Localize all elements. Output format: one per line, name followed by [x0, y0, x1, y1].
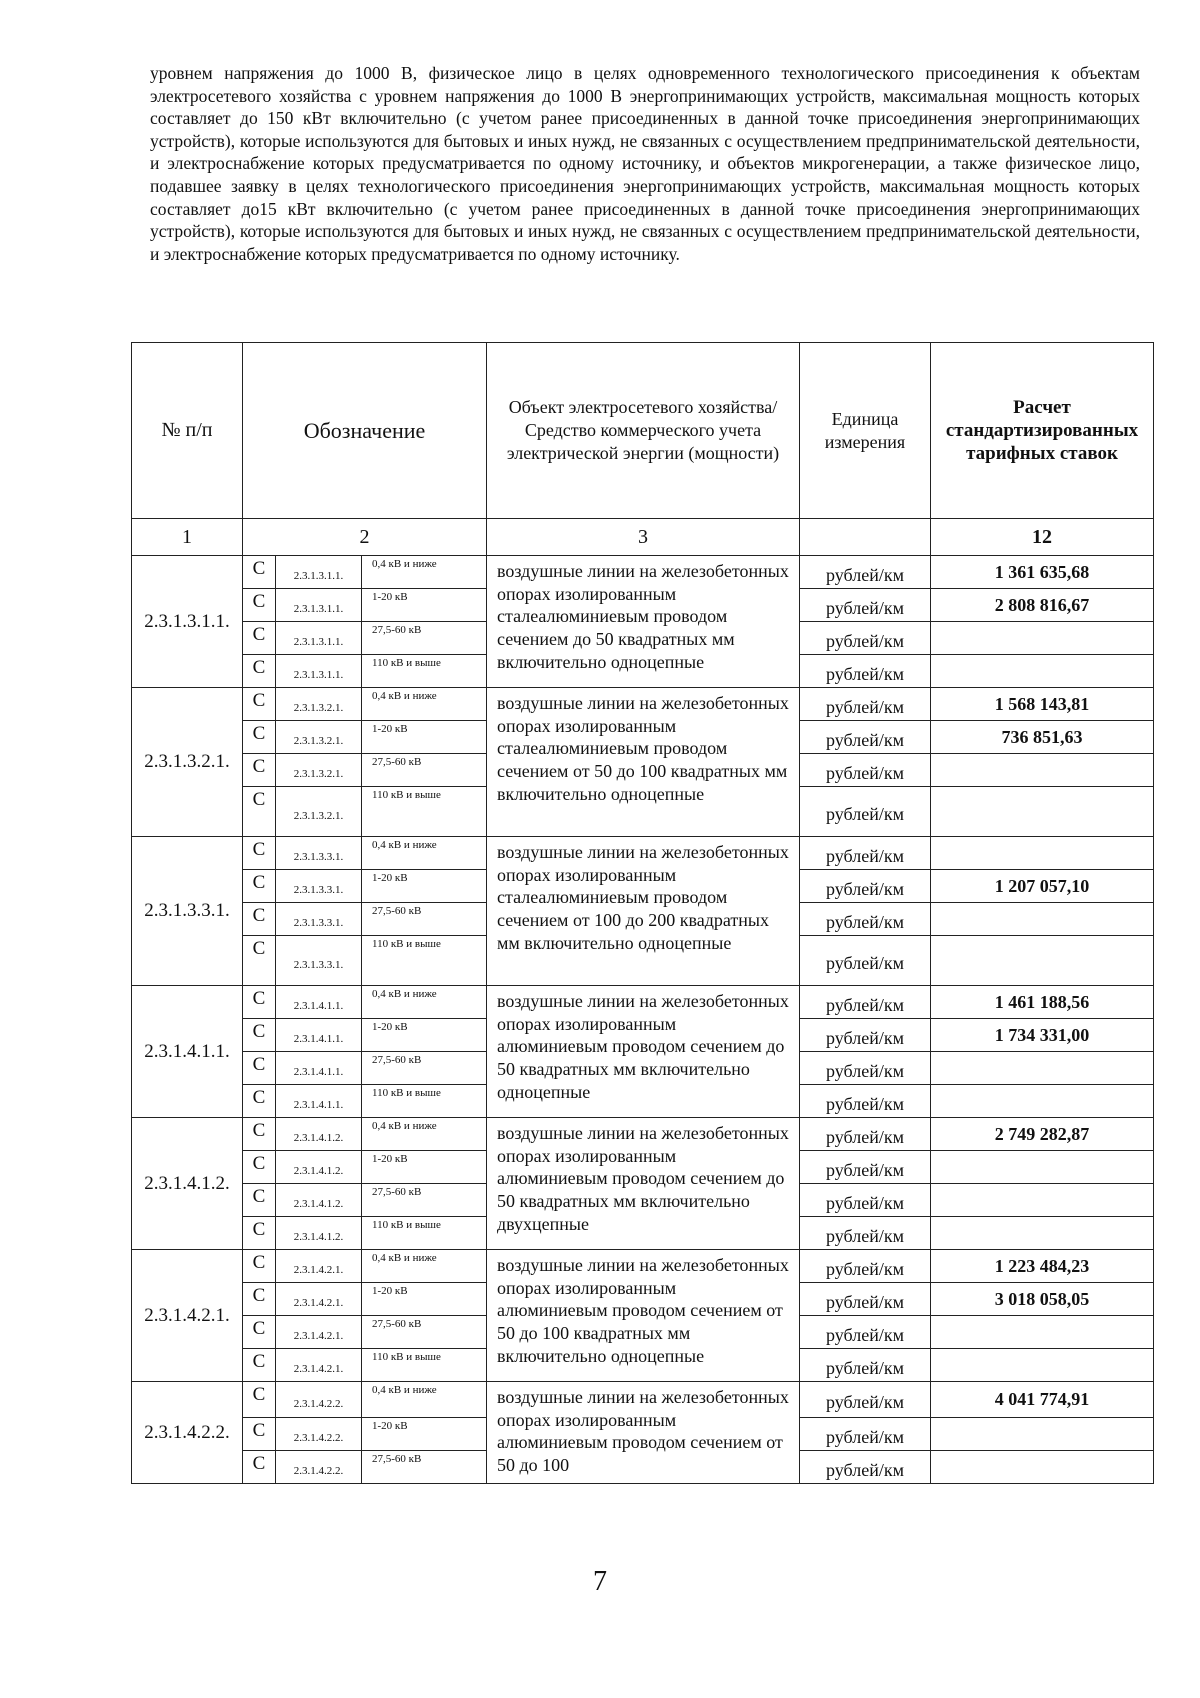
unit-cell: рублей/км — [800, 589, 931, 622]
designation-code: 2.3.1.3.3.1. — [276, 837, 362, 870]
tariff-value: 2 808 816,67 — [931, 589, 1154, 622]
voltage-class: 27,5-60 кВ — [362, 1184, 487, 1217]
tariff-value — [931, 1184, 1154, 1217]
unit-cell: рублей/км — [800, 1085, 931, 1118]
designation-code: 2.3.1.4.1.1. — [276, 986, 362, 1019]
voltage-class: 1-20 кВ — [362, 870, 487, 903]
designation-flag: С — [243, 1118, 276, 1151]
unit-cell: рублей/км — [800, 837, 931, 870]
designation-flag: С — [243, 688, 276, 721]
table-row — [132, 986, 1154, 1019]
designation-flag: С — [243, 870, 276, 903]
designation-flag: С — [243, 1085, 276, 1118]
voltage-class: 110 кВ и выше — [362, 1217, 487, 1250]
unit-cell: рублей/км — [800, 1451, 931, 1484]
unit-cell: рублей/км — [800, 721, 931, 754]
unit-cell: рублей/км — [800, 903, 931, 936]
unit-cell: рублей/км — [800, 986, 931, 1019]
header-designation: Обозначение — [243, 343, 487, 519]
unit-cell: рублей/км — [800, 870, 931, 903]
tariff-value: 4 041 774,91 — [931, 1382, 1154, 1418]
tariff-value: 736 851,63 — [931, 721, 1154, 754]
tariff-value — [931, 1217, 1154, 1250]
designation-flag: С — [243, 787, 276, 837]
designation-flag: С — [243, 1418, 276, 1451]
designation-code: 2.3.1.3.2.1. — [276, 754, 362, 787]
designation-code: 2.3.1.4.1.1. — [276, 1052, 362, 1085]
voltage-class: 27,5-60 кВ — [362, 1451, 487, 1484]
tariff-value — [931, 787, 1154, 837]
tariff-value — [931, 1316, 1154, 1349]
voltage-class: 1-20 кВ — [362, 589, 487, 622]
tariff-value — [931, 1151, 1154, 1184]
designation-flag: С — [243, 1250, 276, 1283]
designation-flag: С — [243, 1184, 276, 1217]
designation-code: 2.3.1.4.2.1. — [276, 1283, 362, 1316]
designation-flag: С — [243, 1451, 276, 1484]
voltage-class: 0,4 кВ и ниже — [362, 556, 487, 589]
voltage-class: 27,5-60 кВ — [362, 1052, 487, 1085]
voltage-class: 1-20 кВ — [362, 1418, 487, 1451]
designation-code: 2.3.1.4.1.2. — [276, 1151, 362, 1184]
designation-flag: С — [243, 754, 276, 787]
designation-flag: С — [243, 986, 276, 1019]
header-object: Объект электросетевого хозяйства/ Средство коммерческого учета электрической энергии (мощности) — [487, 343, 800, 519]
voltage-class: 0,4 кВ и ниже — [362, 688, 487, 721]
unit-cell: рублей/км — [800, 1418, 931, 1451]
designation-flag: С — [243, 1316, 276, 1349]
designation-code: 2.3.1.4.2.1. — [276, 1250, 362, 1283]
colnum-unit — [800, 519, 931, 556]
voltage-class: 0,4 кВ и ниже — [362, 1118, 487, 1151]
header-num: № п/п — [132, 343, 243, 519]
voltage-class: 1-20 кВ — [362, 721, 487, 754]
designation-code: 2.3.1.4.1.1. — [276, 1085, 362, 1118]
tariff-value: 2 749 282,87 — [931, 1118, 1154, 1151]
tariff-value — [931, 754, 1154, 787]
designation-code: 2.3.1.4.2.1. — [276, 1316, 362, 1349]
designation-code: 2.3.1.4.2.2. — [276, 1451, 362, 1484]
designation-flag: С — [243, 622, 276, 655]
designation-flag: С — [243, 1151, 276, 1184]
tariff-value: 1 461 188,56 — [931, 986, 1154, 1019]
item-code: 2.3.1.4.2.1. — [132, 1250, 243, 1382]
object-description: воздушные линии на железобетонных опорах изолированным алюминиевым проводом сечением до 50 квадратных мм включительно одноцепные — [487, 986, 800, 1118]
designation-code: 2.3.1.3.1.1. — [276, 622, 362, 655]
item-code: 2.3.1.4.1.1. — [132, 986, 243, 1118]
unit-cell: рублей/км — [800, 1151, 931, 1184]
tariff-value — [931, 936, 1154, 986]
designation-flag: С — [243, 936, 276, 986]
designation-flag: С — [243, 556, 276, 589]
tariff-value: 1 734 331,00 — [931, 1019, 1154, 1052]
object-description: воздушные линии на железобетонных опорах изолированным алюминиевым проводом сечением до 50 квадратных мм включительно двухцепные — [487, 1118, 800, 1250]
colnum-2: 2 — [243, 519, 487, 556]
item-code: 2.3.1.3.2.1. — [132, 688, 243, 837]
table-row — [132, 688, 1154, 721]
colnum-1: 1 — [132, 519, 243, 556]
voltage-class: 27,5-60 кВ — [362, 622, 487, 655]
designation-code: 2.3.1.4.1.2. — [276, 1217, 362, 1250]
item-code: 2.3.1.3.3.1. — [132, 837, 243, 986]
unit-cell: рублей/км — [800, 1118, 931, 1151]
voltage-class: 1-20 кВ — [362, 1283, 487, 1316]
unit-cell: рублей/км — [800, 936, 931, 986]
tariff-value — [931, 837, 1154, 870]
table-row — [132, 556, 1154, 589]
tariff-table — [131, 342, 1154, 1484]
voltage-class: 110 кВ и выше — [362, 936, 487, 986]
voltage-class: 110 кВ и выше — [362, 655, 487, 688]
designation-flag: С — [243, 903, 276, 936]
designation-flag: С — [243, 837, 276, 870]
object-description: воздушные линии на железобетонных опорах изолированным сталеалюминиевым проводом сечением до 50 квадратных мм включительно одноцепные — [487, 556, 800, 688]
object-description: воздушные линии на железобетонных опорах изолированным сталеалюминиевым проводом сечением от 50 до 100 квадратных мм включительно одноцепные — [487, 688, 800, 837]
designation-flag: С — [243, 589, 276, 622]
voltage-class: 27,5-60 кВ — [362, 754, 487, 787]
table-header-row — [132, 343, 1154, 519]
designation-code: 2.3.1.3.2.1. — [276, 688, 362, 721]
unit-cell: рублей/км — [800, 1250, 931, 1283]
designation-flag: С — [243, 655, 276, 688]
designation-code: 2.3.1.3.3.1. — [276, 936, 362, 986]
header-unit: Единица измерения — [800, 343, 931, 519]
table-row — [132, 1118, 1154, 1151]
column-number-row — [132, 519, 1154, 556]
unit-cell: рублей/км — [800, 1184, 931, 1217]
tariff-value — [931, 903, 1154, 936]
designation-code: 2.3.1.4.2.1. — [276, 1349, 362, 1382]
item-code: 2.3.1.4.2.2. — [132, 1382, 243, 1484]
designation-code: 2.3.1.4.2.2. — [276, 1382, 362, 1418]
tariff-value: 1 223 484,23 — [931, 1250, 1154, 1283]
designation-flag: С — [243, 1217, 276, 1250]
designation-flag: С — [243, 1382, 276, 1418]
voltage-class: 27,5-60 кВ — [362, 1316, 487, 1349]
colnum-12: 12 — [931, 519, 1154, 556]
tariff-value: 1 568 143,81 — [931, 688, 1154, 721]
designation-code: 2.3.1.3.1.1. — [276, 655, 362, 688]
designation-code: 2.3.1.3.3.1. — [276, 870, 362, 903]
voltage-class: 1-20 кВ — [362, 1151, 487, 1184]
page-number: 7 — [593, 1566, 607, 1597]
voltage-class: 0,4 кВ и ниже — [362, 1250, 487, 1283]
designation-code: 2.3.1.3.2.1. — [276, 721, 362, 754]
designation-code: 2.3.1.3.3.1. — [276, 903, 362, 936]
tariff-value: 3 018 058,05 — [931, 1283, 1154, 1316]
tariff-value: 1 361 635,68 — [931, 556, 1154, 589]
tariff-value — [931, 655, 1154, 688]
header-calc: Расчет стандартизированных тарифных ставок — [931, 343, 1154, 519]
table-row — [132, 1250, 1154, 1283]
unit-cell: рублей/км — [800, 1019, 931, 1052]
unit-cell: рублей/км — [800, 1349, 931, 1382]
table-row — [132, 1382, 1154, 1418]
voltage-class: 110 кВ и выше — [362, 1085, 487, 1118]
voltage-class: 27,5-60 кВ — [362, 903, 487, 936]
voltage-class: 0,4 кВ и ниже — [362, 986, 487, 1019]
object-description: воздушные линии на железобетонных опорах изолированным сталеалюминиевым проводом сечением от 100 до 200 квадратных мм включительно одноцепные — [487, 837, 800, 986]
designation-flag: С — [243, 1052, 276, 1085]
voltage-class: 110 кВ и выше — [362, 787, 487, 837]
unit-cell: рублей/км — [800, 1052, 931, 1085]
designation-flag: С — [243, 1349, 276, 1382]
tariff-value — [931, 622, 1154, 655]
designation-flag: С — [243, 1283, 276, 1316]
object-description: воздушные линии на железобетонных опорах изолированным алюминиевым проводом сечением от 50 до 100 квадратных мм включительно одноцепные — [487, 1250, 800, 1382]
unit-cell: рублей/км — [800, 622, 931, 655]
unit-cell: рублей/км — [800, 754, 931, 787]
unit-cell: рублей/км — [800, 556, 931, 589]
item-code: 2.3.1.3.1.1. — [132, 556, 243, 688]
voltage-class: 110 кВ и выше — [362, 1349, 487, 1382]
tariff-value — [931, 1451, 1154, 1484]
designation-code: 2.3.1.4.2.2. — [276, 1418, 362, 1451]
tariff-value: 1 207 057,10 — [931, 870, 1154, 903]
designation-code: 2.3.1.4.1.2. — [276, 1184, 362, 1217]
designation-code: 2.3.1.4.1.1. — [276, 1019, 362, 1052]
unit-cell: рублей/км — [800, 1382, 931, 1418]
tariff-value — [931, 1052, 1154, 1085]
designation-code: 2.3.1.3.1.1. — [276, 556, 362, 589]
object-description: воздушные линии на железобетонных опорах изолированным алюминиевым проводом сечением от 50 до 100 — [487, 1382, 800, 1484]
unit-cell: рублей/км — [800, 688, 931, 721]
unit-cell: рублей/км — [800, 1283, 931, 1316]
designation-code: 2.3.1.4.1.2. — [276, 1118, 362, 1151]
tariff-value — [931, 1085, 1154, 1118]
designation-code: 2.3.1.3.2.1. — [276, 787, 362, 837]
unit-cell: рублей/км — [800, 1217, 931, 1250]
voltage-class: 1-20 кВ — [362, 1019, 487, 1052]
designation-flag: С — [243, 1019, 276, 1052]
intro-paragraph: уровнем напряжения до 1000 В, физическое лицо в целях одновременного технологического присоединения к объектам электросетевого хозяйства с уровнем напряжения до 1000 В энергопринимающих устройств, максимальная мощность которых составляет до 150 кВт включительно (с учетом ранее присоединенных в данной точке присоединения энергопринимающих устройств), которые используются для бытовых и иных нужд, не связанных с осуществлением предпринимательской деятельности, и электроснабжение которых предусматривается по одному источнику, и объектов микрогенерации, а также физическое лицо, подавшее заявку в целях технологического присоединения энергопринимающих устройств, максимальная мощность которых составляет до15 кВт включительно (с учетом ранее присоединенных в данной точке присоединения энергопринимающих устройств), которые используются для бытовых и иных нужд, не связанных с осуществлением предпринимательской деятельности, и электроснабжение которых предусматривается по одному источнику. — [150, 63, 1140, 264]
unit-cell: рублей/км — [800, 787, 931, 837]
table-row — [132, 837, 1154, 870]
designation-flag: С — [243, 721, 276, 754]
unit-cell: рублей/км — [800, 655, 931, 688]
unit-cell: рублей/км — [800, 1316, 931, 1349]
tariff-value — [931, 1349, 1154, 1382]
designation-code: 2.3.1.3.1.1. — [276, 589, 362, 622]
colnum-3: 3 — [487, 519, 800, 556]
voltage-class: 0,4 кВ и ниже — [362, 837, 487, 870]
tariff-value — [931, 1418, 1154, 1451]
voltage-class: 0,4 кВ и ниже — [362, 1382, 487, 1418]
item-code: 2.3.1.4.1.2. — [132, 1118, 243, 1250]
